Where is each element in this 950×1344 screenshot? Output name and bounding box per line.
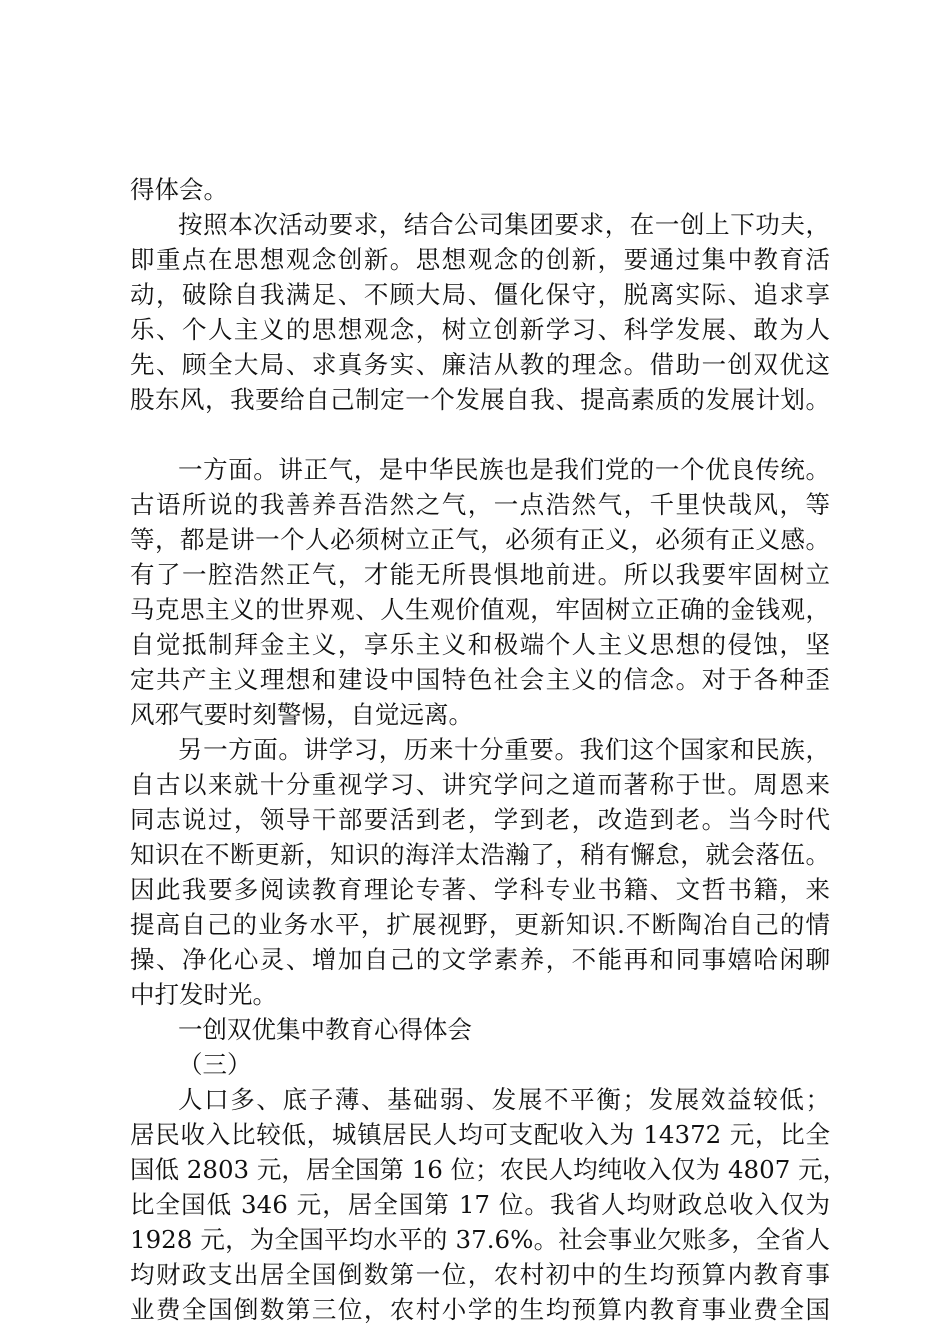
text-line: 定共产主义理想和建设中国特色社会主义的信念。对于各种歪 [130,665,830,694]
text-line: 1928 元，为全国平均水平的 37.6%。社会事业欠账多，全省人 [130,1225,830,1254]
text-line: 等，都是讲一个人必须树立正气，必须有正义，必须有正义感。 [130,525,830,554]
text-line: 提高自己的业务水平，扩展视野，更新知识.不断陶冶自己的情 [130,910,830,939]
text-line: 股东风，我要给自己制定一个发展自我、提高素质的发展计划。 [130,385,830,414]
section-number: （三） [178,1050,252,1079]
text-line: 风邪气要时刻警惕，自觉远离。 [130,700,473,729]
text-line: 动，破除自我满足、不顾大局、僵化保守，脱离实际、追求享 [130,280,830,309]
text-line: 比全国低 346 元，居全国第 17 位。我省人均财政总收入仅为 [130,1190,830,1219]
text-line: 业费全国倒数第三位，农村小学的生均预算内教育事业费全国 [130,1295,830,1324]
text-line: 国低 2803 元，居全国第 16 位；农民人均纯收入仅为 4807 元， [130,1155,848,1184]
text-line: 即重点在思想观念创新。思想观念的创新，要通过集中教育活 [130,245,830,274]
text-line: 一方面。讲正气，是中华民族也是我们党的一个优良传统。 [178,455,830,484]
text-line: 居民收入比较低，城镇居民人均可支配收入为 14372 元，比全 [130,1120,830,1149]
text-line: 因此我要多阅读教育理论专著、学科专业书籍、文哲书籍，来 [130,875,830,904]
text-line: 得体会。 [130,175,228,204]
text-line: 另一方面。讲学习，历来十分重要。我们这个国家和民族， [178,735,830,764]
text-line: 均财政支出居全国倒数第一位，农村初中的生均预算内教育事 [130,1260,830,1289]
text-line: 马克思主义的世界观、人生观价值观，牢固树立正确的金钱观， [130,595,830,624]
text-line: 人口多、底子薄、基础弱、发展不平衡；发展效益较低； [178,1085,830,1114]
text-line: 自觉抵制拜金主义，享乐主义和极端个人主义思想的侵蚀，坚 [130,630,830,659]
section-heading: 一创双优集中教育心得体会 [178,1015,472,1044]
text-line: 先、顾全大局、求真务实、廉洁从教的理念。借助一创双优这 [130,350,830,379]
text-line: 乐、个人主义的思想观念，树立创新学习、科学发展、敢为人 [130,315,830,344]
text-line: 同志说过，领导干部要活到老，学到老，改造到老。当今时代 [130,805,830,834]
text-line: 自古以来就十分重视学习、讲究学问之道而著称于世。周恩来 [130,770,830,799]
text-line: 中打发时光。 [130,980,277,1009]
text-line: 古语所说的我善养吾浩然之气，一点浩然气，千里快哉风，等 [130,490,830,519]
text-line: 有了一腔浩然正气，才能无所畏惧地前进。所以我要牢固树立 [130,560,830,589]
text-line: 知识在不断更新，知识的海洋太浩瀚了，稍有懈怠，就会落伍。 [130,840,830,869]
text-line: 操、净化心灵、增加自己的文学素养，不能再和同事嬉哈闲聊 [130,945,830,974]
text-line: 按照本次活动要求，结合公司集团要求，在一创上下功夫， [178,210,830,239]
